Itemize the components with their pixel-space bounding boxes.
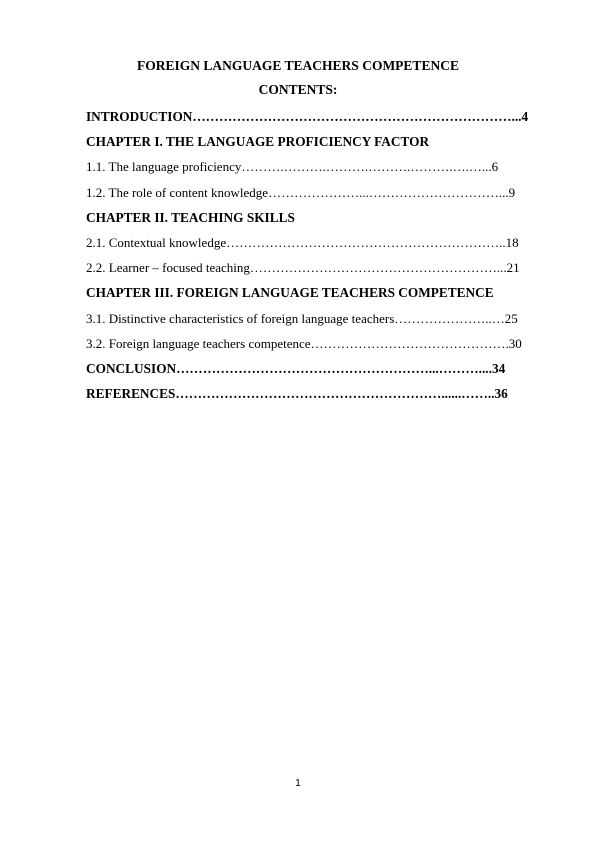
table-of-contents bbox=[86, 104, 553, 406]
toc-entry: REFERENCES……………………………………………………......……..36 bbox=[86, 386, 508, 402]
toc-entry: CHAPTER II. TEACHING SKILLS bbox=[86, 209, 295, 225]
toc-entry: 3.2. Foreign language teachers competence……………………………………….30 bbox=[86, 335, 522, 351]
toc-entry: INTRODUCTION………………………………………………………………...4 bbox=[86, 109, 529, 124]
contents-heading: CONTENTS: bbox=[258, 82, 338, 97]
document-title: FOREIGN LANGUAGE TEACHERS COMPETENCE bbox=[137, 58, 459, 73]
toc-entry: 2.1. Contextual knowledge………………………………………………………..18 bbox=[86, 234, 519, 250]
toc-entry: CHAPTER III. FOREIGN LANGUAGE TEACHERS COMPETENCE bbox=[86, 285, 494, 301]
toc-entry: 1.2. The role of content knowledge…………………...…………………………...9 bbox=[86, 184, 516, 200]
toc-entry: 3.1. Distinctive characteristics of foreign language teachers…………………..…25 bbox=[86, 310, 518, 326]
toc-entry: 1.1. The language proficiency……….……….……….……….……….….…...6 bbox=[86, 159, 499, 175]
toc-entry: CHAPTER I. THE LANGUAGE PROFICIENCY FACTOR bbox=[86, 134, 430, 150]
page-number: 1 bbox=[295, 778, 301, 789]
toc-entry: CONCLUSION…………………………………………………...………....34 bbox=[86, 360, 506, 376]
toc-entry: 2.2. Learner – focused teaching…………………………………………………...21 bbox=[86, 260, 520, 276]
